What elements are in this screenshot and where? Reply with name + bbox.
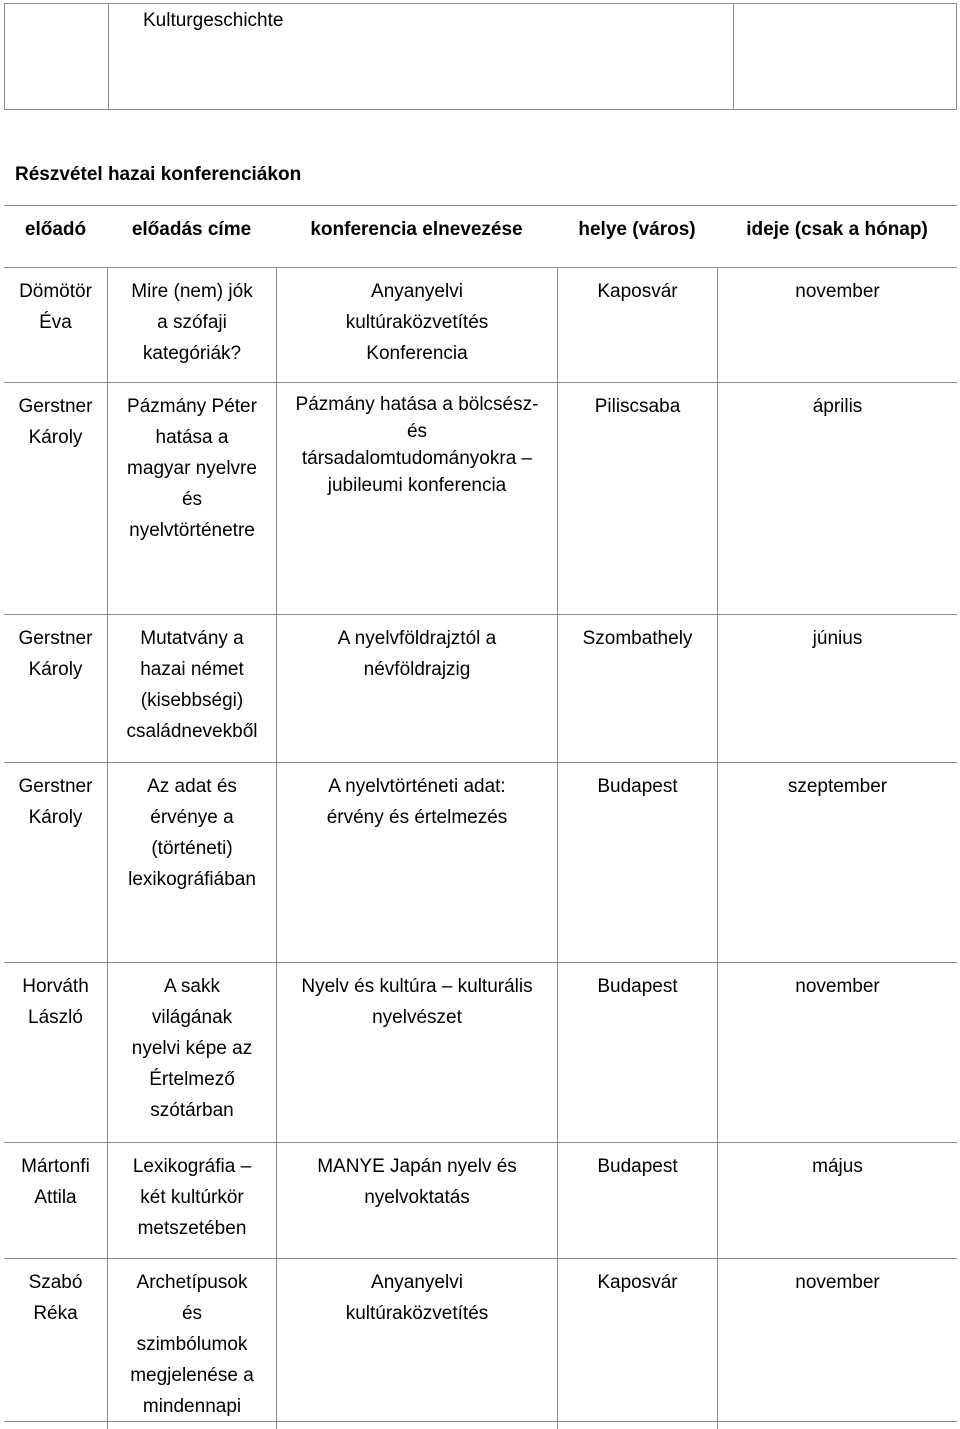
cell-line: Az adat és xyxy=(147,776,237,797)
cell-line: magyar nyelvre xyxy=(127,458,257,479)
cell-line: november xyxy=(795,281,880,302)
cell-line: Archetípusok xyxy=(136,1272,248,1293)
presenter-cell xyxy=(4,268,107,383)
month-cell xyxy=(717,763,957,963)
month-cell xyxy=(717,1143,957,1259)
cell-line: szimbólumok xyxy=(136,1334,248,1355)
cell-line: érvénye a xyxy=(150,807,234,828)
cell-line: kultúraközvetítés xyxy=(345,1303,489,1324)
cell-line: társadalomtudományokra – xyxy=(301,448,533,469)
cell-line: Budapest xyxy=(597,1156,678,1177)
cell-line: nyelvtörténetre xyxy=(129,520,255,541)
month-cell xyxy=(717,1259,957,1429)
cell-line: világának xyxy=(151,1007,233,1028)
table-bottom-border xyxy=(4,1421,957,1422)
cell-line: és xyxy=(406,421,428,442)
conference-cell xyxy=(276,615,557,763)
table-row xyxy=(4,762,957,963)
cell-line: névföldrajzig xyxy=(363,659,471,680)
presenter-cell xyxy=(4,763,107,963)
title-cell xyxy=(107,1143,276,1259)
cell-line: A nyelvtörténeti adat: xyxy=(328,776,506,797)
conference-cell xyxy=(276,383,557,615)
city-cell xyxy=(557,1259,717,1429)
cell-line: Mártonfi xyxy=(21,1156,90,1177)
month-cell xyxy=(717,615,957,763)
title-cell xyxy=(107,763,276,963)
title-cell xyxy=(107,383,276,615)
cell-line: metszetében xyxy=(137,1218,247,1239)
cell-line: nyelvi képe az xyxy=(131,1038,253,1059)
cell-line: Mire (nem) jók xyxy=(131,281,253,302)
cell-line: Gerstner xyxy=(18,628,93,649)
cell-line: Pázmány Péter xyxy=(127,396,257,417)
cell-line: Dömötör xyxy=(19,281,92,302)
title-cell xyxy=(107,268,276,383)
city-cell xyxy=(557,383,717,615)
title-cell xyxy=(107,615,276,763)
cell-line: november xyxy=(795,976,880,997)
table-row xyxy=(4,267,957,383)
cell-line: június xyxy=(812,628,863,649)
cell-line: kategóriák? xyxy=(142,343,242,364)
cell-line: Éva xyxy=(39,312,72,333)
cell-line: jubileumi konferencia xyxy=(327,475,507,496)
cell-line: Anyanyelvi xyxy=(371,1272,463,1293)
cell-line: Lexikográfia – xyxy=(132,1156,252,1177)
cell-line: szótárban xyxy=(150,1100,234,1121)
cell-line: Gerstner xyxy=(18,396,93,417)
column-header: ideje (csak a hónap) xyxy=(746,219,928,240)
cell-line: Piliscsaba xyxy=(594,396,681,417)
table-header-row xyxy=(4,205,957,268)
presenter-cell xyxy=(4,1259,107,1429)
month-cell xyxy=(717,268,957,383)
cell-line: kultúraközvetítés xyxy=(345,312,489,333)
cell-line: április xyxy=(812,396,863,417)
cell-line: mindennapi xyxy=(142,1396,242,1417)
cell-line: nyelvészet xyxy=(372,1007,462,1028)
table-cell xyxy=(109,4,734,109)
cell-line: a szófaji xyxy=(157,312,227,333)
cell-line: nyelvoktatás xyxy=(364,1187,470,1208)
column-header: konferencia elnevezése xyxy=(310,219,523,240)
presenter-cell xyxy=(4,615,107,763)
city-cell xyxy=(557,1143,717,1259)
table-row xyxy=(4,1142,957,1259)
cell-line: MANYE Japán nyelv és xyxy=(317,1156,517,1177)
cell-line: Károly xyxy=(28,807,83,828)
cell-line: november xyxy=(795,1272,880,1293)
conference-cell xyxy=(276,963,557,1143)
cell-line: május xyxy=(812,1156,863,1177)
conference-cell xyxy=(276,1259,557,1429)
cell-line: Szombathely xyxy=(582,628,693,649)
cell-line: (történeti) xyxy=(151,838,233,859)
cell-line: Pázmány hatása a bölcsész- xyxy=(295,394,539,415)
cell-line: hatása a xyxy=(155,427,229,448)
title-cell xyxy=(107,1259,276,1429)
presenter-cell xyxy=(4,383,107,615)
cell-line: Nyelv és kultúra – kulturális xyxy=(301,976,533,997)
presenter-cell xyxy=(4,963,107,1143)
conference-cell xyxy=(276,763,557,963)
month-cell xyxy=(717,963,957,1143)
column-header: előadás címe xyxy=(131,219,252,240)
cell-line: Károly xyxy=(28,427,83,448)
column-header: helye (város) xyxy=(578,219,696,240)
cell-line: lexikográfiában xyxy=(128,869,256,890)
cell-line: A nyelvföldrajztól a xyxy=(337,628,497,649)
cell-line: Szabó xyxy=(28,1272,83,1293)
table-cell xyxy=(5,4,109,109)
conference-cell xyxy=(276,268,557,383)
cell-line: szeptember xyxy=(787,776,888,797)
cell-line: Konferencia xyxy=(366,343,468,364)
title-cell xyxy=(107,963,276,1143)
table-row xyxy=(4,614,957,763)
city-cell xyxy=(557,615,717,763)
section-title: Részvétel hazai konferenciákon xyxy=(15,164,302,185)
table-row xyxy=(4,962,957,1143)
cell-line: Anyanyelvi xyxy=(371,281,463,302)
cell-text: Kulturgeschichte xyxy=(143,10,284,31)
table-row xyxy=(4,1258,957,1429)
cell-line: Horváth xyxy=(22,976,89,997)
cell-line: hazai német xyxy=(140,659,244,680)
cell-line: Réka xyxy=(33,1303,78,1324)
column-header: előadó xyxy=(24,219,87,240)
table-row xyxy=(4,382,957,615)
city-cell xyxy=(557,268,717,383)
month-cell xyxy=(717,383,957,615)
previous-table-fragment xyxy=(4,3,957,110)
cell-line: Budapest xyxy=(597,976,678,997)
cell-line: (kisebbségi) xyxy=(140,690,244,711)
cell-line: László xyxy=(28,1007,83,1028)
cell-line: Attila xyxy=(34,1187,77,1208)
cell-line: A sakk xyxy=(164,976,220,997)
cell-line: Értelmező xyxy=(149,1069,235,1090)
city-cell xyxy=(557,763,717,963)
cell-line: és xyxy=(181,489,203,510)
city-cell xyxy=(557,963,717,1143)
cell-line: érvény és értelmezés xyxy=(326,807,508,828)
cell-line: két kultúrkör xyxy=(140,1187,244,1208)
cell-line: Budapest xyxy=(597,776,678,797)
cell-line: megjelenése a xyxy=(130,1365,254,1386)
cell-line: Kaposvár xyxy=(597,281,678,302)
cell-line: Gerstner xyxy=(18,776,93,797)
presenter-cell xyxy=(4,1143,107,1259)
cell-line: Mutatvány a xyxy=(140,628,244,649)
cell-line: Károly xyxy=(28,659,83,680)
conference-cell xyxy=(276,1143,557,1259)
cell-line: Kaposvár xyxy=(597,1272,678,1293)
cell-line: családnevekből xyxy=(126,721,258,742)
cell-line: és xyxy=(181,1303,203,1324)
